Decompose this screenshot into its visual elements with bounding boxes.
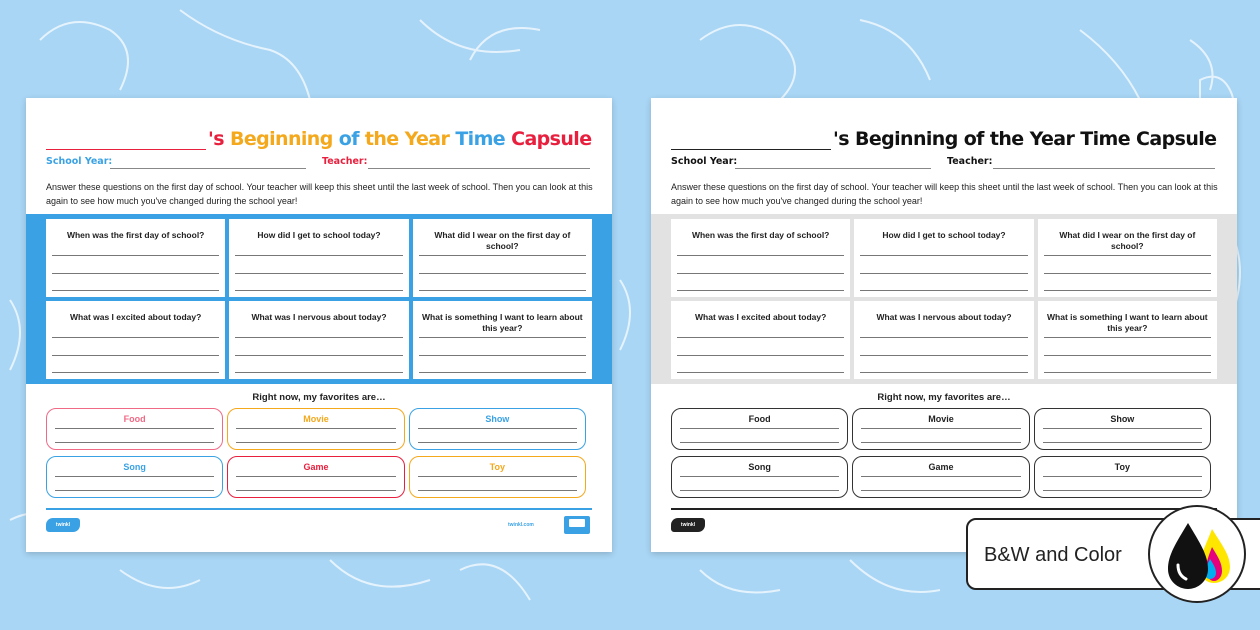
favorite-label: Show [485, 414, 510, 424]
question-cell [1038, 301, 1217, 379]
question-text: When was the first day of school? [691, 230, 830, 240]
teacher-line [368, 168, 590, 169]
bw-worksheet [651, 98, 1237, 552]
school-year-label: School Year: [46, 156, 113, 167]
favorite-label: Toy [1114, 462, 1130, 472]
question-cell [46, 219, 225, 297]
question-cell [854, 219, 1033, 297]
answer-lines [860, 337, 1027, 373]
favorite-box-food [46, 408, 223, 450]
favorite-answer-lines [418, 490, 577, 491]
question-cell [671, 219, 850, 297]
favorite-label: Toy [489, 462, 505, 472]
question-cell [46, 301, 225, 379]
favorite-answer-lines [861, 442, 1020, 443]
favorite-label: Show [1110, 414, 1135, 424]
favorite-answer-lines [680, 490, 839, 491]
question-cell [854, 301, 1033, 379]
question-text: What was I excited about today? [70, 312, 202, 322]
favorite-box-game [852, 456, 1029, 498]
favorite-answer-lines [1043, 442, 1202, 443]
answer-lines [52, 255, 219, 291]
instructions: Answer these questions on the first day of school. Your teacher will keep this sheet until the last week of school. Then you can look at this again to see how much you've changed during the school year! [671, 182, 1218, 206]
answer-lines [1044, 337, 1211, 373]
favorite-box-song [46, 456, 223, 498]
footer-url: twinkl.com [508, 522, 534, 528]
answer-lines [677, 255, 844, 291]
favorites-heading: Right now, my favorites are… [252, 392, 386, 403]
title-segment: the Year [364, 128, 456, 150]
question-text: What did I wear on the first day of school? [434, 230, 571, 251]
instructions: Answer these questions on the first day of school. Your teacher will keep this sheet until the last week of school. Then you can look at this again to see how much you've changed during the school year! [46, 182, 593, 206]
question-cell [229, 219, 408, 297]
favorite-answer-lines [861, 490, 1020, 491]
favorite-box-toy [409, 456, 586, 498]
title-segment: Time [455, 128, 512, 150]
question-text: What was I excited about today? [695, 312, 827, 322]
teacher-line [993, 168, 1215, 169]
answer-lines [677, 337, 844, 373]
favorite-box-show [409, 408, 586, 450]
favorites-heading: Right now, my favorites are… [877, 392, 1011, 403]
twinkl-logo: twinkl [46, 518, 80, 532]
worksheet-title-text [208, 128, 592, 150]
question-cell [1038, 219, 1217, 297]
favorite-label: Food [748, 414, 771, 424]
favorite-label: Movie [928, 414, 954, 424]
question-cell [671, 301, 850, 379]
footer-rule [671, 508, 1217, 510]
favorites-grid [46, 408, 586, 498]
stamp-icon [564, 516, 590, 534]
question-cell [229, 301, 408, 379]
answer-lines [419, 337, 586, 373]
answer-lines [52, 337, 219, 373]
favorite-answer-lines [236, 442, 395, 443]
favorite-label: Game [928, 462, 954, 472]
question-text: What did I wear on the first day of school? [1059, 230, 1196, 251]
favorite-answer-lines [1043, 490, 1202, 491]
favorite-answer-lines [55, 490, 214, 491]
favorite-label: Food [123, 414, 146, 424]
meta-row [46, 156, 592, 172]
question-text: How did I get to school today? [257, 230, 381, 240]
favorite-answer-lines [55, 442, 214, 443]
favorite-label: Movie [303, 414, 329, 424]
title-segment: of [338, 128, 365, 150]
name-blank [46, 130, 206, 150]
school-year-label: School Year: [671, 156, 738, 167]
color-worksheet [26, 98, 612, 552]
favorite-answer-lines [680, 442, 839, 443]
meta-row [671, 156, 1217, 172]
favorite-label: Song [123, 462, 146, 472]
favorite-label: Song [748, 462, 771, 472]
question-text: What was I nervous about today? [876, 312, 1012, 322]
school-year-line [110, 168, 306, 169]
name-blank [671, 130, 831, 150]
question-text: What is something I want to learn about this year? [1047, 312, 1208, 333]
favorite-box-food [671, 408, 848, 450]
favorite-box-toy [1034, 456, 1211, 498]
school-year-line [735, 168, 931, 169]
favorite-box-song [671, 456, 848, 498]
favorite-box-show [1034, 408, 1211, 450]
questions-panel [26, 214, 612, 384]
favorite-answer-lines [236, 490, 395, 491]
title-segment: 's [208, 128, 230, 150]
worksheet-title [46, 122, 592, 150]
favorite-label: Game [303, 462, 329, 472]
title-segment: Beginning [229, 128, 339, 150]
question-text: What is something I want to learn about this year? [422, 312, 583, 333]
twinkl-logo: twinkl [671, 518, 705, 532]
question-cell [413, 301, 592, 379]
footer [26, 506, 612, 552]
favorite-box-game [227, 456, 404, 498]
badge-label: B&W and Color [984, 544, 1122, 566]
worksheet-title-text: 's Beginning of the Year Time Capsule [833, 128, 1217, 150]
question-text: What was I nervous about today? [251, 312, 387, 322]
favorite-answer-lines [418, 442, 577, 443]
question-cell [413, 219, 592, 297]
footer-rule [46, 508, 592, 510]
teacher-label: Teacher: [947, 156, 993, 167]
favorite-box-movie [852, 408, 1029, 450]
answer-lines [1044, 255, 1211, 291]
favorites-grid [671, 408, 1211, 498]
favorite-box-movie [227, 408, 404, 450]
ink-drops-icon [1148, 505, 1246, 603]
question-text: How did I get to school today? [882, 230, 1006, 240]
answer-lines [235, 337, 402, 373]
teacher-label: Teacher: [322, 156, 368, 167]
answer-lines [235, 255, 402, 291]
title-segment: Capsule [511, 128, 592, 150]
answer-lines [860, 255, 1027, 291]
question-text: When was the first day of school? [66, 230, 205, 240]
questions-panel [651, 214, 1237, 384]
answer-lines [419, 255, 586, 291]
worksheet-title [671, 122, 1217, 150]
